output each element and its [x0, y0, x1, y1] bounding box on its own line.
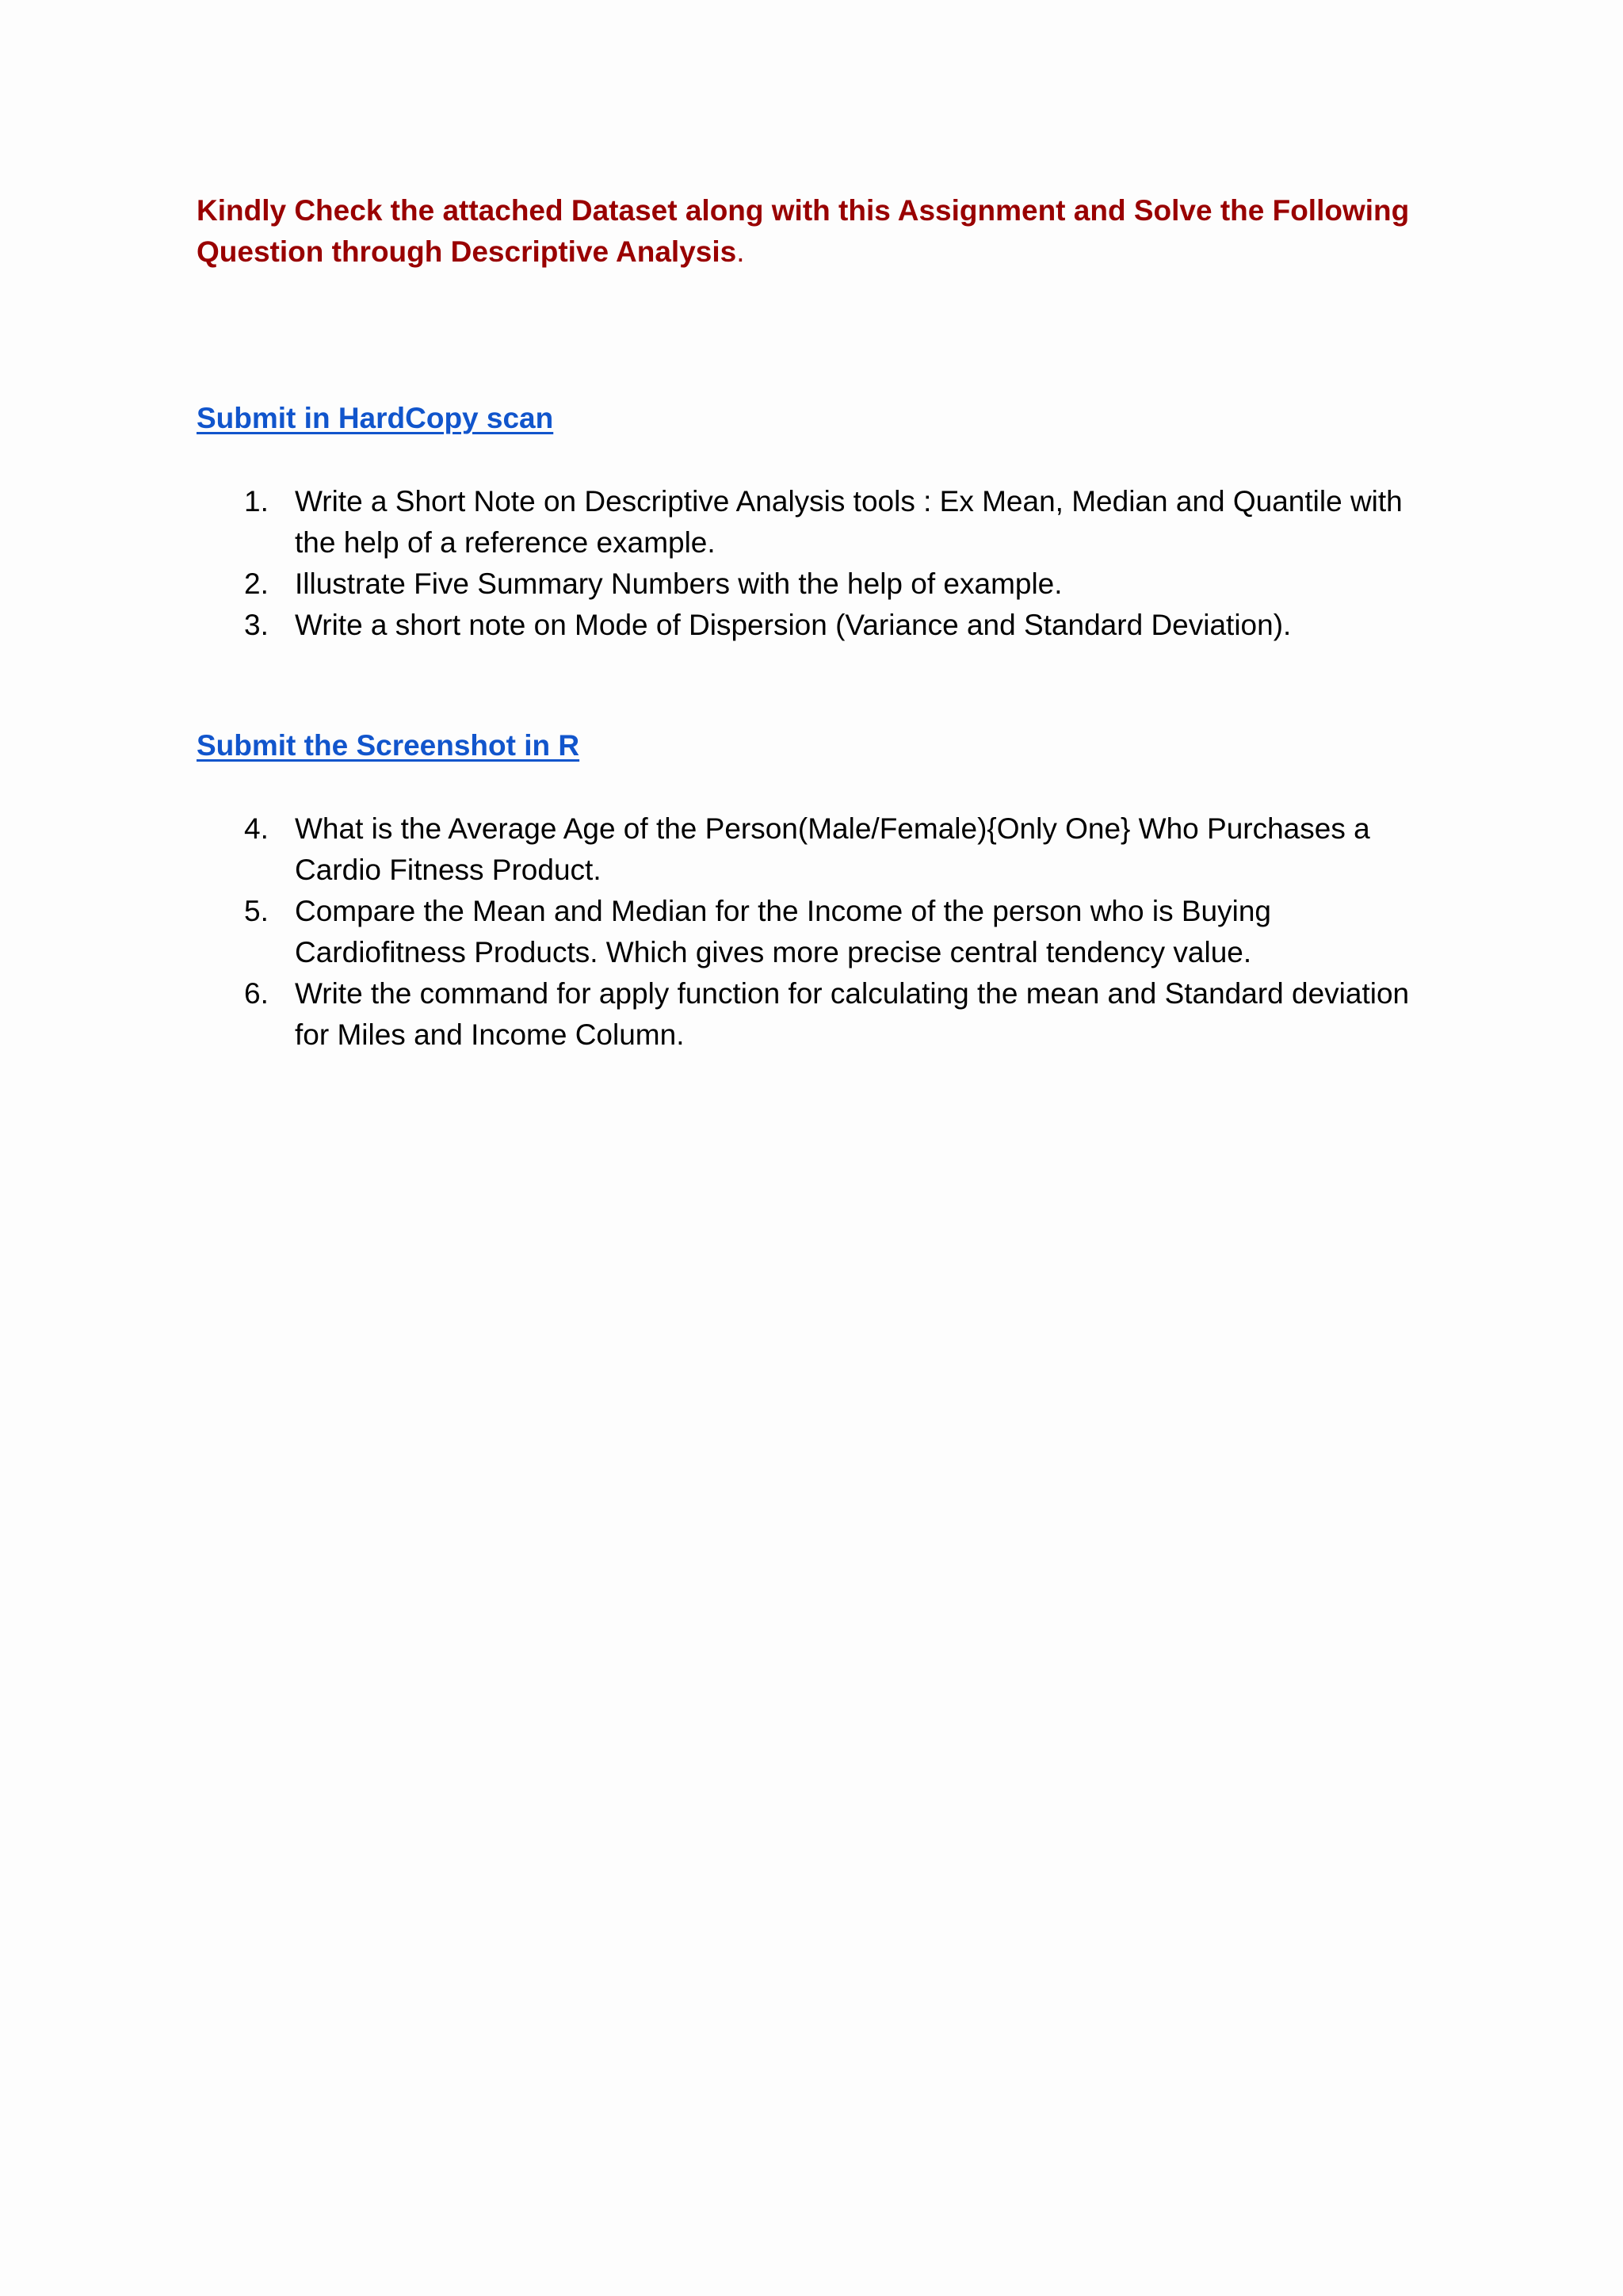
assignment-instructions	[197, 190, 1433, 273]
instructions-period: .	[736, 235, 745, 268]
instructions-text: Kindly Check the attached Dataset along with this Assignment and Solve the Following Question through Descriptive Analysis	[197, 194, 1410, 268]
list-item	[0, 891, 1623, 973]
question-number: 5.	[244, 895, 269, 927]
screenshot-section-heading[interactable]: Submit the Screenshot in R	[197, 729, 580, 762]
question-text: Write a short note on Mode of Dispersion (Variance and Standard Deviation).	[295, 609, 1292, 641]
question-number: 1.	[244, 485, 269, 518]
question-number: 4.	[244, 812, 269, 845]
list-item	[0, 808, 1623, 891]
question-text: Write a Short Note on Descriptive Analysis tools : Ex Mean, Median and Quantile with the help of a reference example.	[295, 485, 1403, 559]
question-text: Illustrate Five Summary Numbers with the help of example.	[295, 567, 1063, 600]
list-item	[0, 973, 1623, 1056]
question-text: Write the command for apply function for calculating the mean and Standard deviation for Miles and Income Column.	[295, 977, 1410, 1051]
screenshot-question-list	[0, 808, 1623, 1056]
question-number: 6.	[244, 977, 269, 1010]
question-text: Compare the Mean and Median for the Income of the person who is Buying Cardiofitness Products. Which gives more precise central tendency value.	[295, 895, 1271, 968]
list-item	[0, 563, 1623, 605]
question-number: 3.	[244, 609, 269, 641]
question-number: 2.	[244, 567, 269, 600]
hardcopy-section-heading[interactable]: Submit in HardCopy scan	[197, 402, 554, 434]
list-item	[0, 605, 1623, 646]
list-item	[0, 481, 1623, 563]
hardcopy-question-list	[0, 481, 1623, 646]
question-text: What is the Average Age of the Person(Male/Female){Only One} Who Purchases a Cardio Fitness Product.	[295, 812, 1370, 886]
